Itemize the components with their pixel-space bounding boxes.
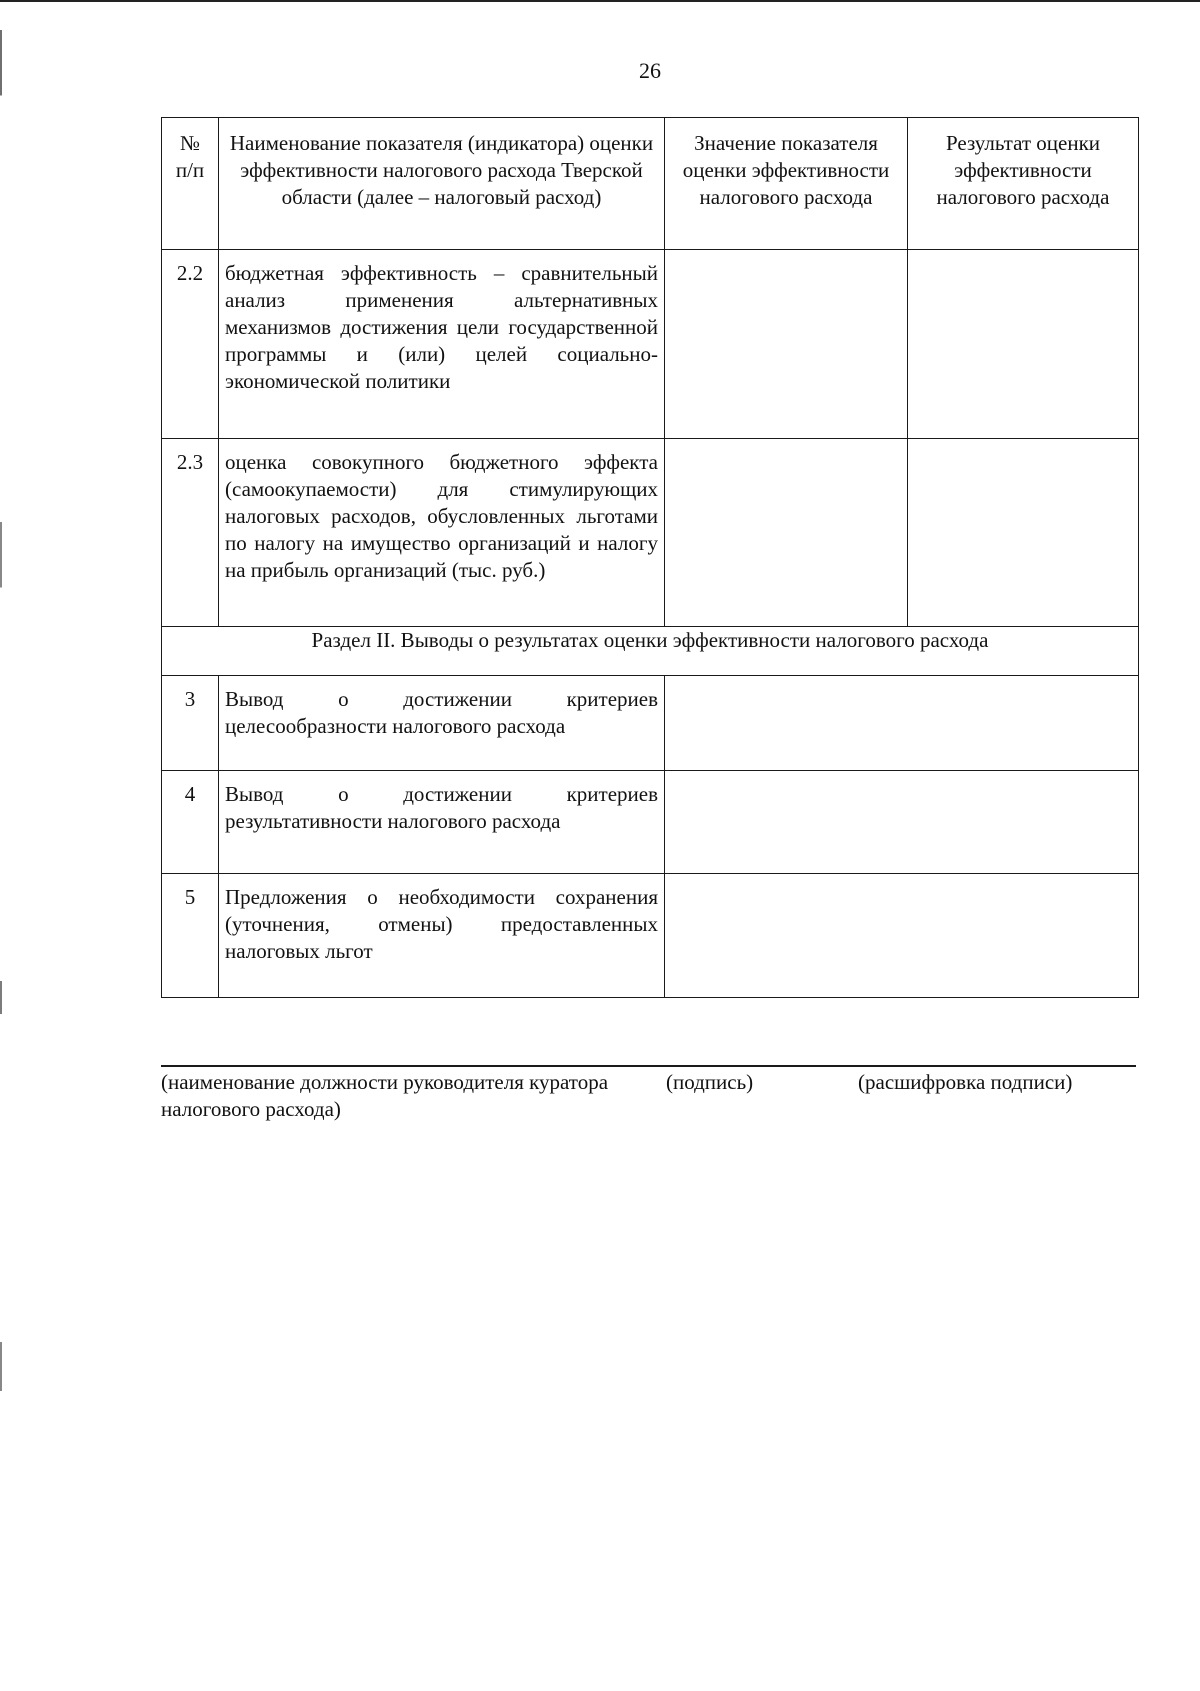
row-num-cell [162,250,219,439]
conclusion-name: Вывод о достижении критериев результативности налогового расхода [225,782,658,833]
header-num-label: № п/п [175,131,205,182]
row-result-cell[interactable] [908,439,1139,627]
row-num: 2.3 [176,450,204,474]
row-name-cell [219,250,665,439]
row-name-cell [219,439,665,627]
conclusion-value-cell[interactable] [665,874,1139,998]
header-cell-num [162,118,219,250]
conclusion-name: Вывод о достижении критериев целесообразности налогового расхода [225,687,658,738]
header-name-label: Наименование показателя (индикатора) оценки эффективности налогового расхода Тверской области (далее – налоговый расход) [229,131,654,209]
conclusion-row [162,771,1139,874]
conclusion-name-cell [219,676,665,771]
header-value-label: Значение показателя оценки эффективности налогового расхода [682,131,890,209]
row-num-cell [162,439,219,627]
conclusion-num: 5 [184,885,196,909]
row-num: 2.2 [176,261,204,285]
row-result-cell[interactable] [908,250,1139,439]
signature-caption: (подпись) [666,1070,754,1094]
conclusion-num: 4 [184,782,196,806]
conclusion-num: 3 [184,687,196,711]
page-number: 26 [639,58,661,83]
scan-left-edge [0,30,2,1670]
conclusion-num-cell [162,874,219,998]
conclusion-name-cell [219,771,665,874]
section-title: Раздел II. Выводы о результатах оценки эффективности налогового расхода [162,627,1139,676]
header-result-label: Результат оценки эффективности налогового расхода [936,131,1110,209]
signature-line [161,1065,1136,1067]
conclusion-name: Предложения о необходимости сохранения (уточнения, отмены) предоставленных налоговых льгот [225,885,658,963]
position-caption: (наименование должности руководителя куратора налогового расхода) [161,1070,609,1121]
conclusion-name-cell [219,874,665,998]
row-name: бюджетная эффективность – сравнительный анализ применения альтернативных механизмов достижения цели государственной программы и (или) целей социально-экономической политики [225,261,658,393]
conclusion-value-cell[interactable] [665,676,1139,771]
table-header-row [162,118,1139,250]
header-cell-value [665,118,908,250]
section-title-row [162,627,1139,676]
row-name: оценка совокупного бюджетного эффекта (самоокупаемости) для стимулирующих налоговых расходов, обусловленных льготами по налогу на имущество организаций и налогу на прибыль организаций (тыс. руб.) [225,450,658,582]
indicator-table [161,117,1139,998]
conclusion-num-cell [162,676,219,771]
scan-top-edge [0,0,1200,2]
header-cell-name [219,118,665,250]
row-value-cell[interactable] [665,250,908,439]
conclusion-value-cell[interactable] [665,771,1139,874]
conclusion-row [162,874,1139,998]
conclusion-row [162,676,1139,771]
conclusion-num-cell [162,771,219,874]
table-row [162,439,1139,627]
indicator-table-wrapper [161,117,1138,998]
row-value-cell[interactable] [665,439,908,627]
header-cell-result [908,118,1139,250]
signature-decode-caption: (расшифровка подписи) [858,1070,1073,1094]
table-row [162,250,1139,439]
